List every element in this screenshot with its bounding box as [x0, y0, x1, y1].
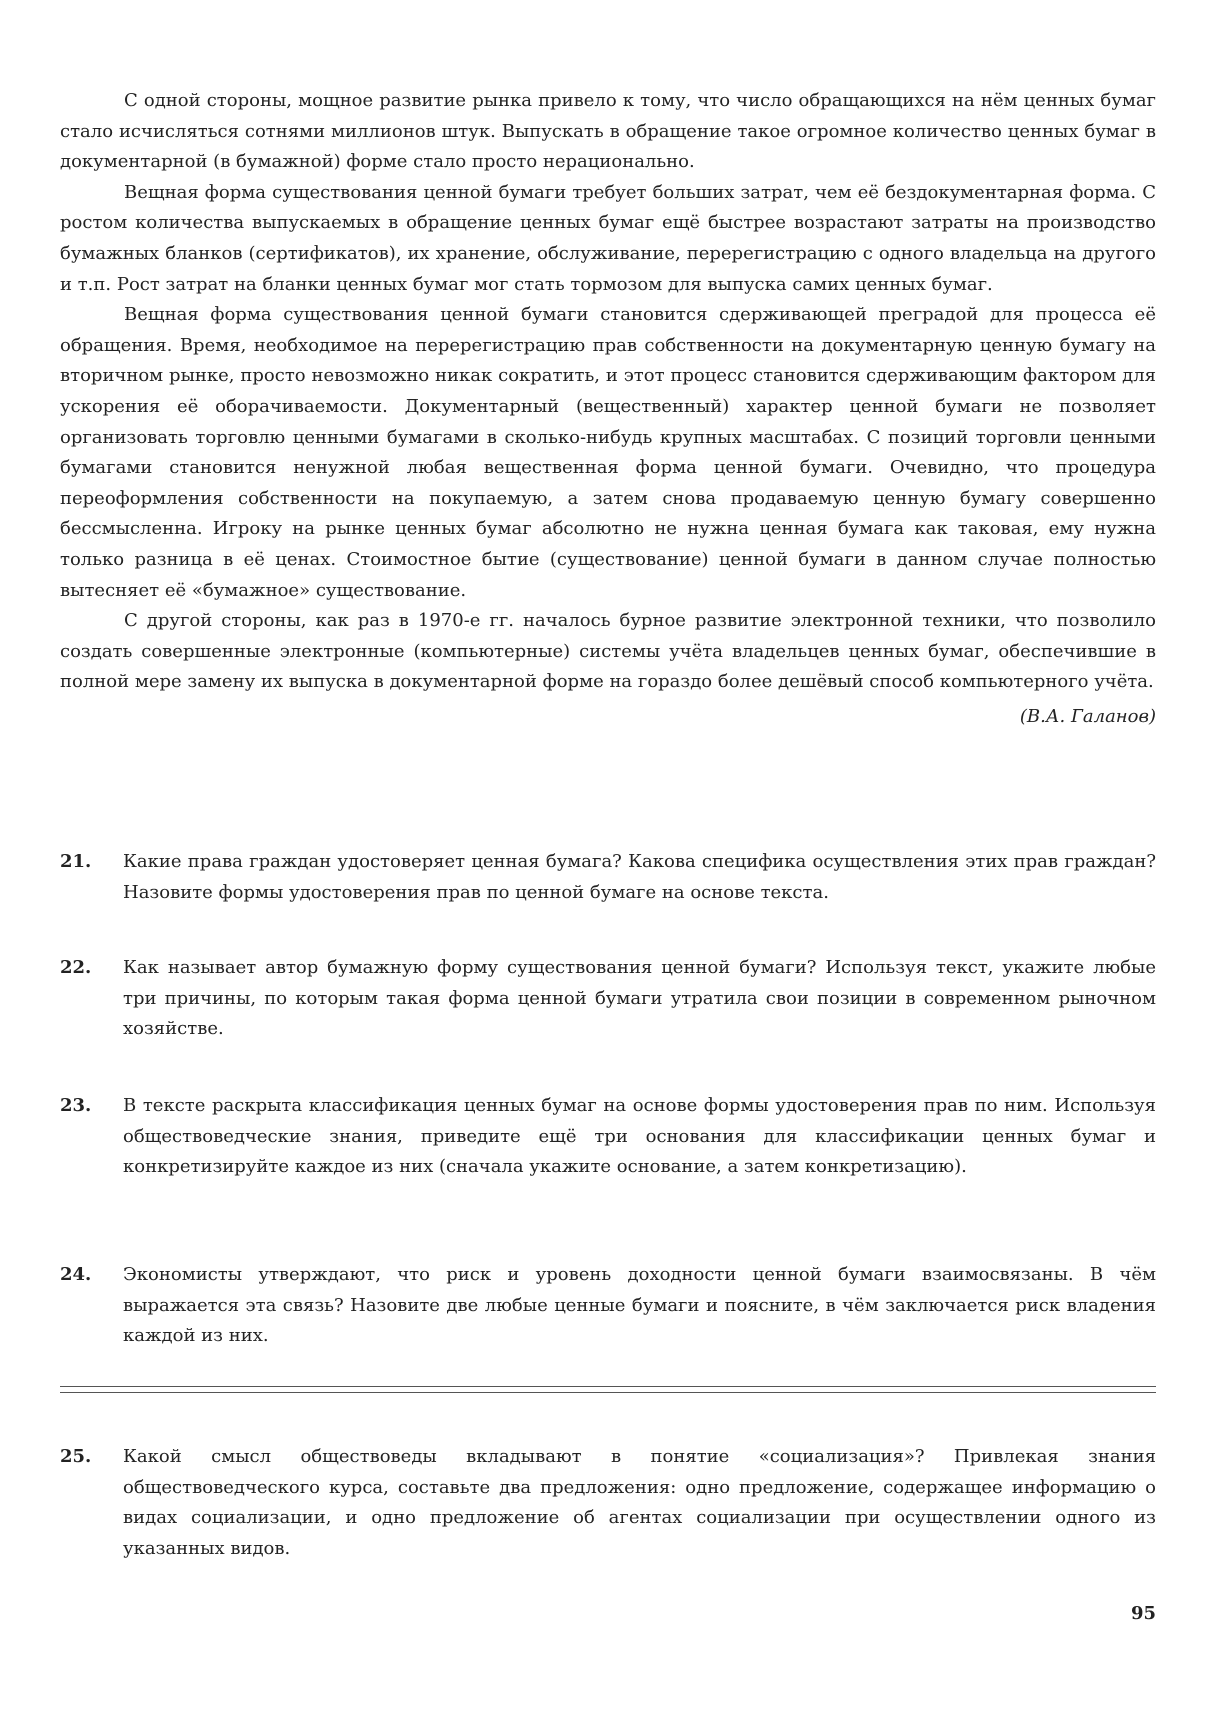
question-24	[60, 1260, 1156, 1352]
text-paragraph-4: С другой стороны, как раз в 1970-е гг. началось бурное развитие электронной техники, что позволило создать совершенные электронные (компьютерные) системы учёта владельцев ценных бумаг, обеспечившие в полной мере замену их выпуска в документарной форме на гораздо более дешёвый способ компьютерного учёта.	[60, 610, 1156, 693]
question-number: 22.	[60, 957, 92, 978]
text-paragraph-1: С одной стороны, мощное развитие рынка привело к тому, что число обращающихся на нём ценных бумаг стало исчисляться сотнями миллионов штук. Выпускать в обращение такое огромное количество ценных бумаг в документарной (в бумажной) форме стало просто нерационально.	[60, 90, 1156, 173]
text-paragraph-3: Вещная форма существования ценной бумаги становится сдерживающей преградой для процесса её обращения. Время, необходимое на перерегистрацию прав собственности на документарную ценную бумагу на вторичном рынке, просто невозможно никак сократить, и этот процесс становится сдерживающим фактором для ускорения её оборачиваемости. Документарный (вещественный) характер ценной бумаги не позволяет организовать торговлю ценными бумагами в сколько-нибудь крупных масштабах. С позиций торговли ценными бумагами становится ненужной любая вещественная форма ценной бумаги. Очевидно, что процедура переоформления собственности на покупаемую, а затем снова продаваемую ценную бумагу совершенно бессмысленна. Игроку на рынке ценных бумаг абсолютно не нужна ценная бумага как таковая, ему нужна только разница в её ценах. Стоимостное бытие (существование) ценной бумаги в данном случае полностью вытесняет её «бумажное» существование.	[60, 304, 1156, 601]
text-paragraph-2: Вещная форма существования ценной бумаги требует больших затрат, чем её бездокументарная форма. С ростом количества выпускаемых в обращение ценных бумаг ещё быстрее возрастают затраты на производство бумажных бланков (сертификатов), их хранение, обслуживание, перерегистрацию с одного владельца на другого и т.п. Рост затрат на бланки ценных бумаг мог стать тормозом для выпуска самих ценных бумаг.	[60, 181, 1156, 295]
section-divider	[60, 1386, 1156, 1393]
question-text: В тексте раскрыта классификация ценных бумаг на основе формы удостоверения прав по ним. Используя обществоведческие знания, приведите ещё три основания для классификации ценных бумаг и конкретизируйте каждое из них (сначала укажите основание, а затем конкретизацию).	[123, 1095, 1156, 1178]
question-22	[60, 953, 1156, 1045]
question-text: Как называет автор бумажную форму существования ценной бумаги? Используя текст, укажите любые три причины, по которым такая форма ценной бумаги утратила свои позиции в современном рыночном хозяйстве.	[123, 957, 1156, 1040]
question-number: 23.	[60, 1095, 92, 1116]
text-source-attribution: (В.А. Галанов)	[1019, 705, 1156, 727]
question-23	[60, 1091, 1156, 1183]
page-number: 95	[1130, 1603, 1156, 1624]
question-number: 24.	[60, 1264, 92, 1285]
question-text: Какие права граждан удостоверяет ценная бумага? Какова специфика осуществления этих прав граждан? Назовите формы удостоверения прав по ценной бумаге на основе текста.	[123, 851, 1156, 903]
question-number: 25.	[60, 1446, 92, 1467]
question-number: 21.	[60, 851, 92, 872]
source-text	[60, 86, 1156, 732]
question-text: Экономисты утверждают, что риск и уровень доходности ценной бумаги взаимосвязаны. В чём выражается эта связь? Назовите две любые ценные бумаги и поясните, в чём заключается риск владения каждой из них.	[123, 1264, 1156, 1347]
question-text: Какой смысл обществоведы вкладывают в понятие «социализация»? Привлекая знания обществоведческого курса, составьте два предложения: одно предложение, содержащее информацию о видах социализации, и одно предложение об агентах социализации при осуществлении одного из указанных видов.	[123, 1446, 1156, 1559]
question-25	[60, 1442, 1156, 1564]
question-21	[60, 847, 1156, 908]
